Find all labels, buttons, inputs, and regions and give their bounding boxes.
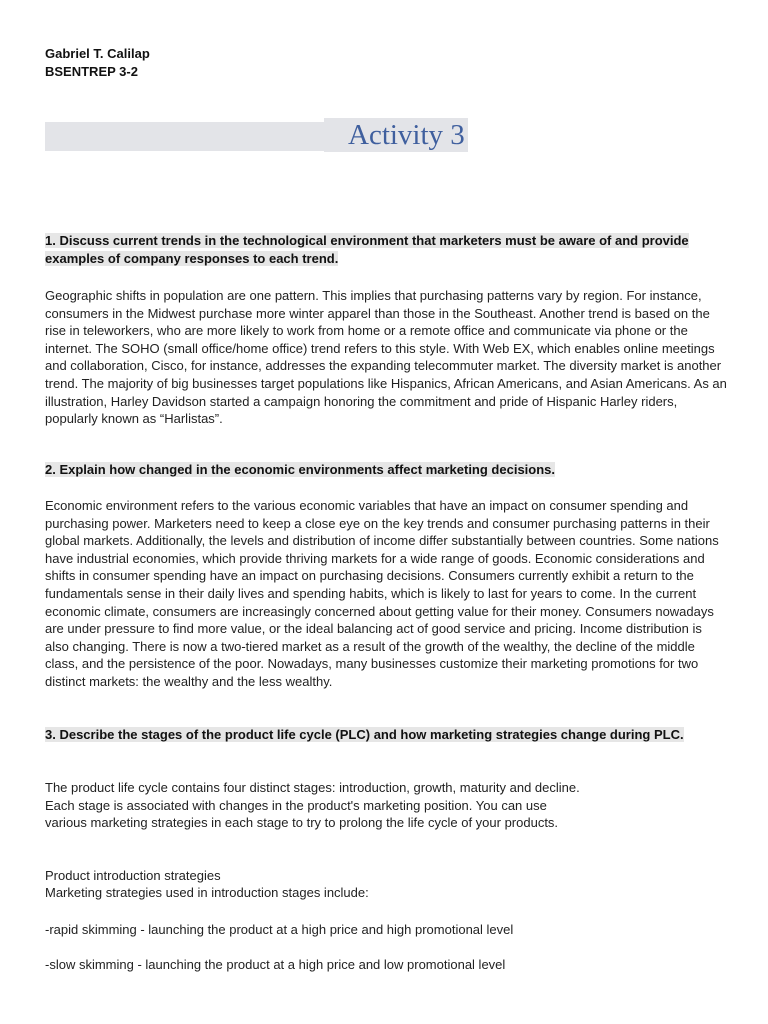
question-1 [45, 232, 725, 268]
strategy-item: -rapid skimming - launching the product at a high price and high promotional level [45, 922, 514, 937]
question-2-text: 2. Explain how changed in the economic environments affect marketing decisions. [45, 462, 556, 477]
answer-1: Geographic shifts in population are one pattern. This implies that purchasing patterns vary by region. For instance, consumers in the Midwest purchase more winter apparel than those in the Southeast. Another trend is based on the rise in teleworkers, who are more likely to work from home or a remote office and communicate via phone or the internet. The SOHO (small office/home office) trend refers to this style. With Web EX, which enables online meetings and collaboration, Cisco, for instance, addresses the expanding telecommuter market. The diversity market is another trend. The majority of big businesses target populations like Hispanics, African Americans, and Asian Americans. As an illustration, Harley Davidson started a campaign honoring the commitment and pride of Hispanic Harley riders, popularly known as “Harlistas”. [45, 288, 727, 427]
question-3 [45, 726, 725, 744]
page-title: Activity 3 [324, 118, 468, 152]
title-highlight-bar [45, 122, 324, 151]
answer-3: The product life cycle contains four distinct stages: introduction, growth, maturity and decline. Each stage is associated with changes in the product's marketing position. You can use various marketing strategies in each stage to try to prolong the life cycle of your products. [45, 780, 580, 831]
question-2 [45, 461, 725, 479]
question-3-text: 3. Describe the stages of the product life cycle (PLC) and how marketing strategies change during PLC. [45, 727, 684, 742]
strategy-item: -slow skimming - launching the product at a high price and low promotional level [45, 957, 506, 972]
intro-subheading: Marketing strategies used in introduction stages include: [45, 885, 369, 900]
author-section: BSENTREP 3-2 [45, 64, 138, 79]
author-name: Gabriel T. Calilap [45, 46, 150, 61]
answer-2: Economic environment refers to the various economic variables that have an impact on consumer spending and purchasing power. Marketers need to keep a close eye on the key trends and consumer purchasing patterns in their global markets. Additionally, the levels and distribution of income differ substantially between countries. Some nations have industrial economies, which provide thriving markets for a wide range of goods. Economic considerations and shifts in consumer spending have an impact on purchasing decisions. Consumers currently exhibit a return to the fundamentals sense in their daily lives and spending habits, which is likely to last for years to come. In the current economic climate, consumers are increasingly concerned about getting value for their money. Consumers nowadays are under pressure to find more value, or the ideal balancing act of good service and pricing. Income distribution is also changing. There is now a two-tiered market as a result of the growth of the wealthy, the decline of the middle class, and the persistence of the poor. Nowadays, many businesses customize their marketing promotions for two distinct markets: the wealthy and the less wealthy. [45, 498, 719, 689]
intro-heading: Product introduction strategies [45, 868, 221, 883]
question-1-text: 1. Discuss current trends in the technological environment that marketers must be aware of and provide examples of company responses to each trend. [45, 233, 689, 266]
author-block [45, 45, 150, 81]
